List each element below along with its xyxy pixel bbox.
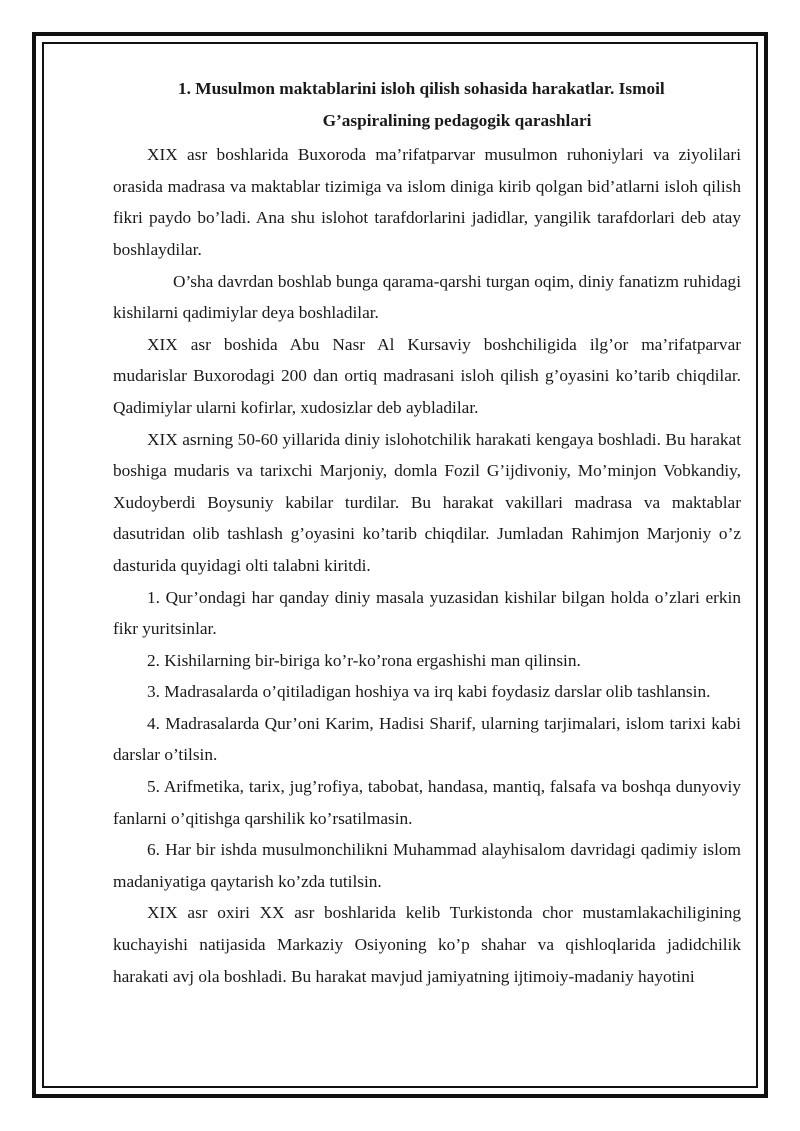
list-item-5: 5. Arifmetika, tarix, jug’rofiya, tabobat, handasa, mantiq, falsafa va boshqa dunyoviy fanlarni o’qitishga qarshilik ko’rsatilmasin. <box>113 777 741 828</box>
section-title <box>113 73 741 136</box>
section-title-line-1: 1. Musulmon maktablarini isloh qilish sohasida harakatlar. Ismoil <box>178 79 665 98</box>
list-item-4: 4. Madrasalarda Qur’oni Karim, Hadisi Sharif, ularning tarjimalari, islom tarixi kabi darslar o’tilsin. <box>113 713 741 765</box>
list-item-3: 3. Madrasalarda o’qitiladigan hoshiya va irq kabi foydasiz darslar olib tashlansin. <box>147 682 711 702</box>
paragraph-1: XIX asr boshlarida Buxoroda ma’rifatparvar musulmon ruhoniylari va ziyolilari orasida madrasa va maktablar tizimiga va islom diniga kirib qolgan bid’atlarni isloh qilish fikri paydo bo’ladi. Ana shu islohot tarafdorlarini jadidlar, yangilik tarafdorlari deb atay boshlaydilar. <box>113 145 741 259</box>
paragraph-3: XIX asr boshida Abu Nasr Al Kursaviy boshchiligida ilg’or ma’rifatparvar mudarislar Buxorodagi 200 dan ortiq madrasani isloh qilish g’oyasini ko’tarib chiqdilar. Qadimiylar ularni kofirlar, xudosizlar deb aybladilar. <box>113 334 741 417</box>
list-item-1: 1. Qur’ondagi har qanday diniy masala yuzasidan kishilar bilgan holda o’zlari erkin fikr yuritsinlar. <box>113 587 741 639</box>
paragraph-2: O’sha davrdan boshlab bunga qarama-qarshi turgan oqim, diniy fanatizm ruhidagi kishilarni qadimiylar deya boshladilar. <box>113 271 741 323</box>
paragraph-4: XIX asrning 50-60 yillarida diniy islohotchilik harakati kengaya boshladi. Bu harakat boshiga mudaris va tarixchi Marjoniy, domla Fozil G’ijdivoniy, Mo’minjon Vobkandiy, Xudoyberdi Boysuniy kabilar turdilar. Bu harakat vakillari madrasa va maktablar dasutridan olib tashlash g’oyasini ko’tarib chiqdilar. Jumladan Rahimjon Marjoniy o’z dasturida quyidagi olti talabni kiritdi. <box>113 429 741 575</box>
list-item-2: 2. Kishilarning bir-biriga ko’r-ko’rona ergashishi man qilinsin. <box>147 650 581 670</box>
list-item-6: 6. Har bir ishda musulmonchilikni Muhammad alayhisalom davridagi qadimiy islom madaniyatiga qaytarish ko’zda tutilsin. <box>113 840 741 891</box>
document-body <box>113 73 741 992</box>
paragraph-5: XIX asr oxiri XX asr boshlarida kelib Turkistonda chor mustamlakachiligining kuchayishi natijasida Markaziy Osiyoning ko’p shahar va qishloqlarida jadidchilik harakati avj ola boshladi. Bu harakat mavjud jamiyatning ijtimoiy-madaniy hayotini <box>113 903 741 986</box>
section-title-line-2: G’aspiralining pedagogik qarashlari <box>322 110 592 130</box>
